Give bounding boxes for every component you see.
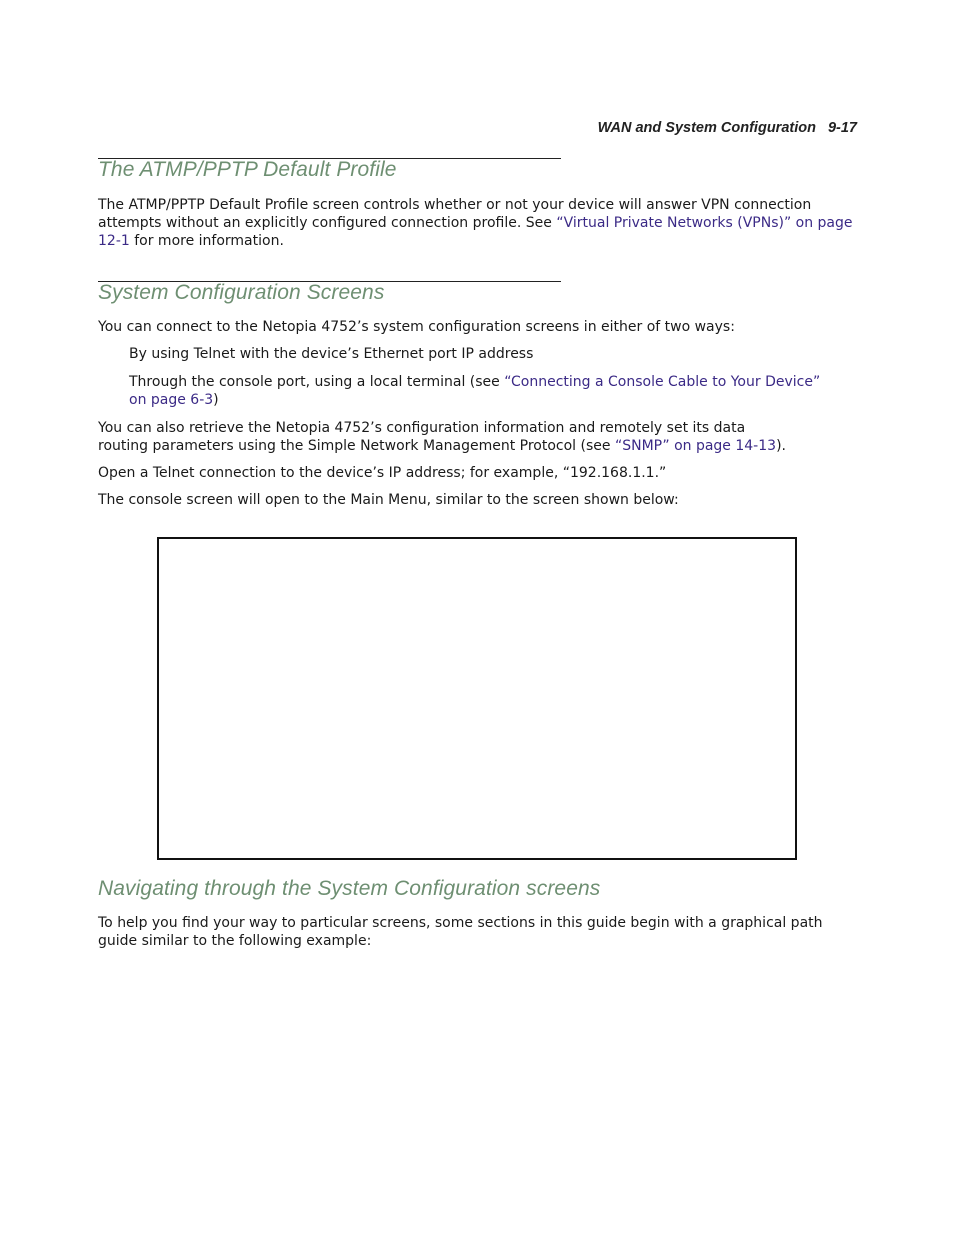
- snmp-paragraph: [98, 419, 798, 455]
- syscfg-heading: System Configuration Screens: [98, 281, 385, 304]
- option-telnet: By using Telnet with the device’s Ethernet port IP address: [129, 346, 534, 362]
- option-console-pre: Through the console port, using a local terminal (see: [129, 374, 505, 390]
- console-paragraph: The console screen will open to the Main Menu, similar to the screen shown below:: [98, 492, 679, 508]
- option-console: [129, 373, 829, 409]
- section-title: WAN and System Configuration: [597, 120, 816, 136]
- vpn-link[interactable]: “Virtual Private Networks (VPNs)” on page 12-1: [98, 215, 853, 249]
- page-number: 9-17: [827, 120, 857, 136]
- syscfg-intro: You can connect to the Netopia 4752’s system configuration screens in either of two ways:: [98, 319, 735, 335]
- telnet-paragraph: Open a Telnet connection to the device’s IP address; for example, “192.168.1.1.”: [98, 465, 667, 481]
- atmp-text-pre: The ATMP/PPTP Default Profile screen controls whether or not your device will answer VPN connection attempts without an explicitly configured connection profile. See: [98, 197, 812, 231]
- console-cable-link[interactable]: “Connecting a Console Cable to Your Device” on page 6-3: [129, 374, 821, 408]
- snmp-text-post: ).: [776, 438, 786, 454]
- running-header: [598, 120, 857, 136]
- atmp-paragraph: [98, 196, 858, 250]
- nav-paragraph: To help you find your way to particular screens, some sections in this guide begin with a graphical path guide similar to the following example:: [98, 915, 823, 949]
- nav-heading: Navigating through the System Configuration screens: [98, 877, 601, 900]
- snmp-text-pre: You can also retrieve the Netopia 4752’s configuration information and remotely set its data routing parameters using the Simple Network Management Protocol (see: [98, 420, 746, 454]
- console-screen-figure: [157, 537, 797, 860]
- option-console-post: ): [213, 392, 219, 408]
- atmp-heading: The ATMP/PPTP Default Profile: [98, 158, 397, 181]
- atmp-text-post: for more information.: [129, 233, 284, 249]
- snmp-link[interactable]: “SNMP” on page 14-13: [614, 438, 777, 454]
